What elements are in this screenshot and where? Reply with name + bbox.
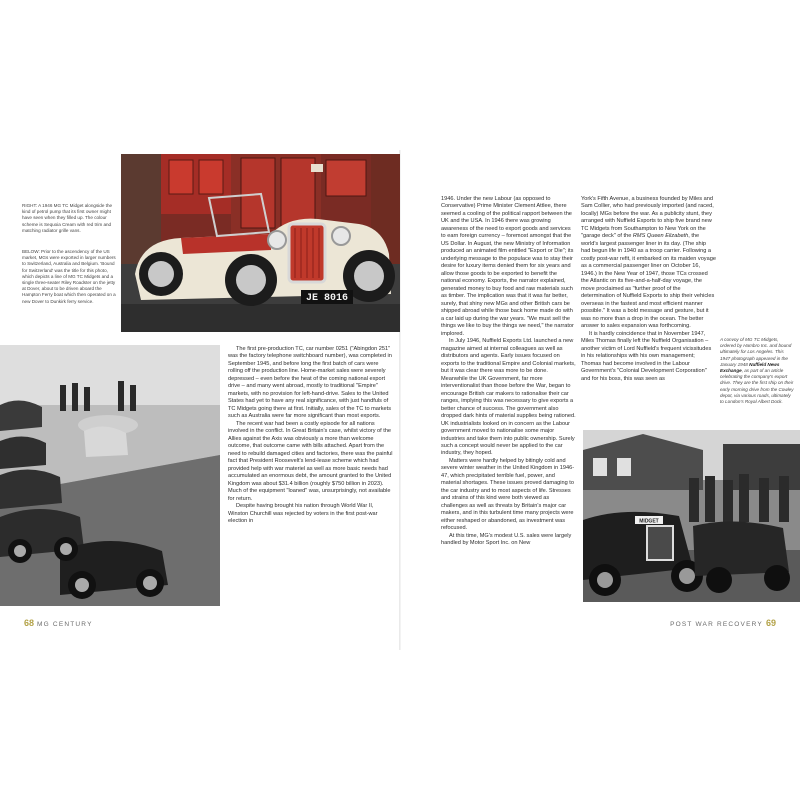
caption-convoy-text-1: A convoy of MG TC Midgets, ordered by Hambro Inc. and bound ultimately for Los Angeles. This 1947 photograph appeared in the January 1948 [720,337,792,367]
paragraph: Despite having brought his nation through World War II, Winston Churchill was rejected by voters in the first post-war election in [228,503,378,525]
dock-convoy-illustration [583,430,800,602]
right-page-number: 69 [765,618,776,628]
left-page-number: 68 [24,618,35,628]
dover-jetty-photo [0,345,220,606]
right-folio [670,618,776,628]
paragraph-text: , the world's largest passenger liner in its day. (The ship had begun life in 1940 as a troop carrier. Following a costly post-war refit, it embarked on its maiden voyage as a commercial passenger liner on October 16, 1946.) In the New Year of 1947, those TCs crossed the Atlantic on its five-and-a-half-day voyage, the move proclaimed as "further proof of the determination of Nuffield Exports to ship their vehicles overseas in the fastest and most efficient manner possible." It was a bold message and gesture, but it was no more than a drop in the ocean. The better answer to sales expansion was forthcoming. [581,233,716,330]
body-column-1 [228,346,394,526]
paragraph: The recent war had been a costly episode for all nations involved in the conflict. In Great Britain's case, whilst victory of the Allies against the Axis was obviously a more than welcome outcome, that outcome came with bills attached. Apart from the need to rebuild damaged cities and factories, there was the painful fact that President Roosevelt's lend-lease scheme which had provided help with war materiel as well as more basic needs had accumulated an enormous debt, the amount granted to the United Kingdom was about $31.4 billion (roughly $750 billion in 2023). Much of the equipment "loaned" was, unsurprisingly, not available for return. [228,420,393,502]
left-running-title: MG CENTURY [37,621,93,628]
paragraph: It is hardly coincidence that in November 1947, Miles Thomas finally left the Nuffield Organisation – another victim of Lord Nuffield's frequent vicissitudes in his relationships with his own management; Thomas had become involved in the Labour Government's "Colonial Development Corporation" and for his boss, this was seen as [581,330,712,382]
paragraph: The first pre-production TC, car number 0251 ("Abingdon 251" was the factory telephone switchboard number), was completed in September 1945, and before long the first batch of cars were rolling off the production line. Home-market sales were severely depressed – even before the heat of the coming national export drive – and many went abroad, mostly to traditional "Empire" markets, with no provision for left-hand-drive. Sales to the United States had yet to have any real significance, with just handfuls of TC Midgets going there at first. Initially, sales of the TC to markets such as Australia were far more significant than most exports. [228,346,392,420]
mg-tc-illustration [121,154,400,332]
paragraph [581,196,716,331]
right-running-title: POST WAR RECOVERY [670,621,763,628]
caption-convoy [720,337,794,405]
paragraph-text: York's Fifth Avenue, a business founded by Miles and Sam Collier, who had previously imported (and raced, locally) MGs before the war. As a publicity stunt, they arranged with Nuffield Exports to ship five brand new TC Midgets from Southampton to New York on the "garage deck" of the [581,196,714,240]
body-column-2 [441,196,576,548]
caption-convoy-publication: Nuffield News Exchange [720,361,780,374]
ship-name: RMS Queen Elizabeth [632,233,689,240]
jetty-convoy-illustration [0,345,220,606]
dock-car-plate: MIDGET [639,518,659,525]
paragraph: Matters were hardly helped by bitingly cold and severe winter weather in the United Kingdom in 1946-47, which precipitated terrible fuel, power, and material shortages. These issues proved damaging to the car industry and to most aspects of life. Stresses and strains of this kind were both viewed as challenges as well as threats by Britain's major car makers, and in this turbulent time many projects were either reshaped or abandoned, as investment was refocused. [441,457,575,532]
tc-number-plate: JE 8016 [305,293,349,304]
paragraph: 1946. Under the new Labour (as opposed to Conservative) Prime Minister Clement Attlee, there seemed a cooling of the political rapport between the UK and the USA. In 1946 there was growing awareness of the need to export goods and services to earn foreign currency – foremost amongst that the US Dollar. In August, the new Ministry of Information produced an animated film entitled "Export or Die"; its underlying message to the populace was to stay their desire for luxury items denied them for six years and allow those goods to be exported to benefit the national economy. Exports, the narrator explained, generated money to buy food and raw materials such as timber. The implication was that it was far better, surely, that shiny new MGs and other British cars be shipped abroad while those back home made do with a car laid up during the war years. "We must sell the things we like to buy the things we need," the narrator implored. [441,196,574,337]
caption-below: BELOW: Prior to the ascendency of the US market, MGs were exported in larger numbers to Switzerland, Australia and Belgium. 'Bound for Switzerland' was the title for this photo, which depicts a line of MG TC Midgets and a single three-seater Riley Roadster on the jetty at Dover, about to be driven aboard the Hampton Ferry boat which then operated on a new Dover to Dunkirk ferry service. [22,249,116,304]
caption-right: RIGHT: A 1946 MG TC Midget alongside the kind of petrol pump that its first owner might have seen when they filled up. The colour scheme is Sequoia Cream with red trim and matching radiator grille vans. [22,203,113,233]
paragraph: In July 1946, Nuffield Exports Ltd. launched a new magazine aimed at internal colleagues as well as distributors and agents. Early issues focused on exports to the traditional Empire and Colonial markets, but it was clear there was more to be done. Meanwhile the UK Government, far more interventionalist than those before the War, began to encourage British car makers to rationalise their car ranges, implying this was necessary to give exports a better chance of success. The government also dropped dark hints of material supplies being rationed. UK industrialists looked on in concern as the Labour government moved to nationalise some major industries and take them into public ownership. Surely such a concept would never be applied to the car industry, they hoped. [441,338,576,457]
left-folio [24,618,93,628]
royal-albert-dock-photo [583,430,800,602]
mg-tc-photo [121,154,400,332]
caption-convoy-text-2: , as part of an article celebrating the company's export drive. They are the first ship on their early morning drive from the Cowley depot, via various roads, ultimately to London's Royal Albert Dock. [720,368,794,405]
body-column-3 [581,196,716,383]
paragraph: At this time, MG's modest U.S. sales were largely handled by Motor Sport Inc. on New [441,532,572,547]
